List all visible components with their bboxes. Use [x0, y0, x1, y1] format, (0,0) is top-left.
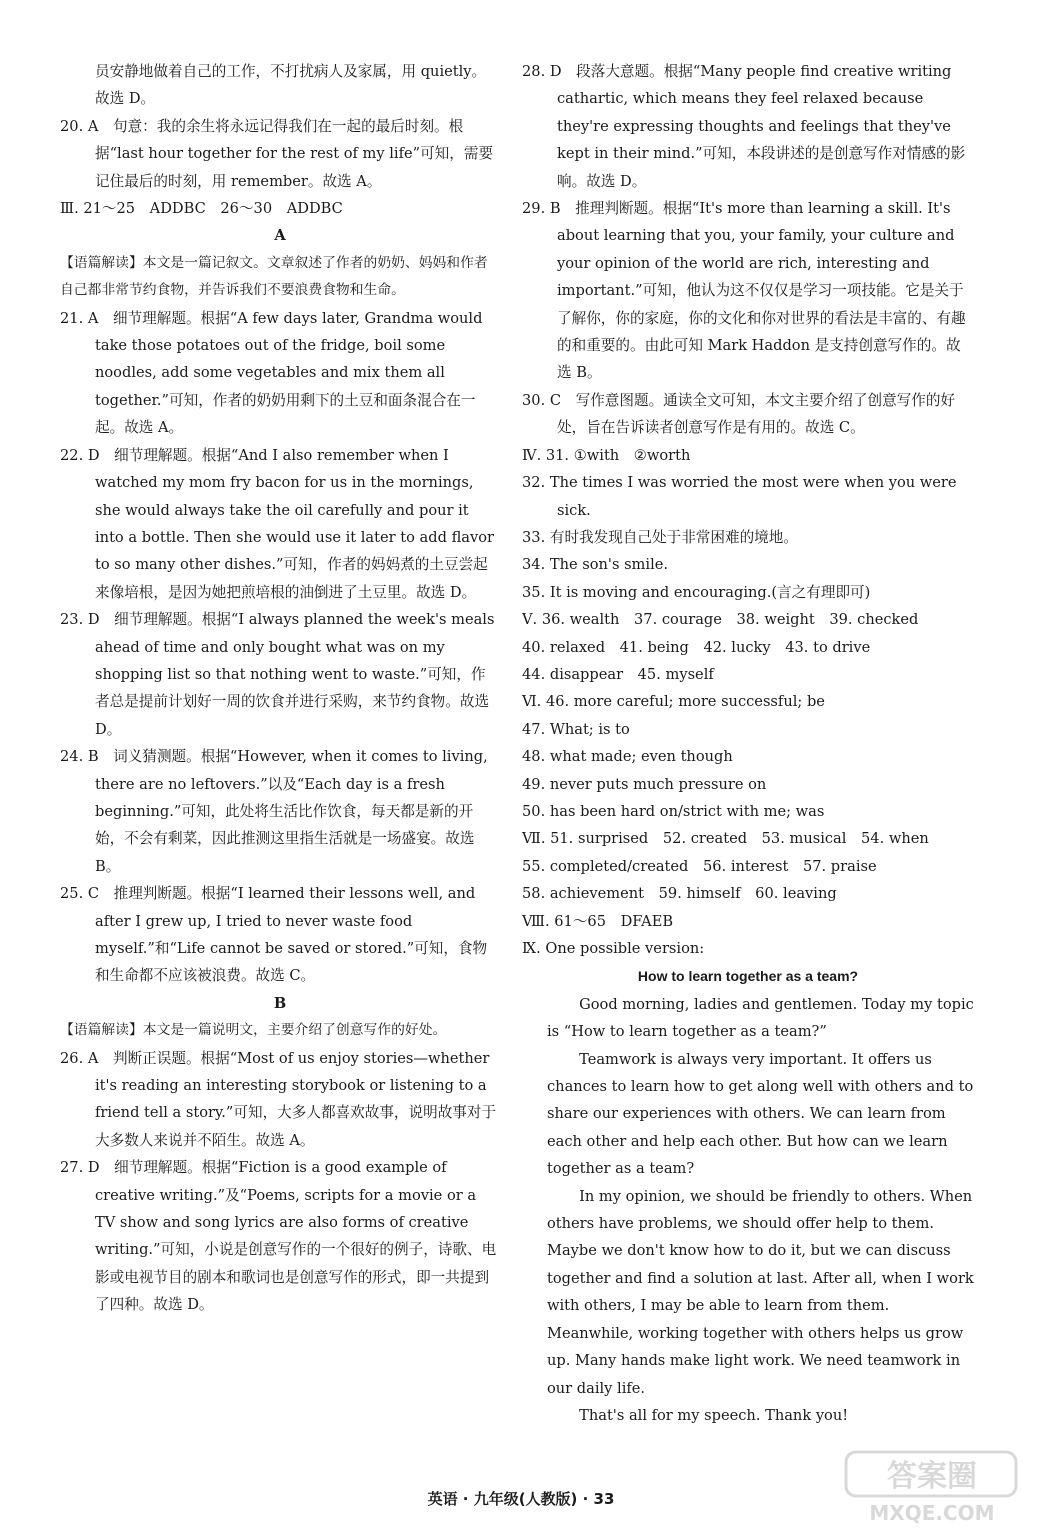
right-paragraph: 30. C 写作意图题。通读全文可知，本文主要介绍了创意写作的好处，旨在告诉读者创意写作是有用的。故选 C。: [522, 391, 956, 437]
left-paragraph: B: [273, 994, 287, 1012]
right-paragraph: 55. completed/created 56. interest 57. praise: [522, 857, 877, 875]
right-paragraph: Teamwork is always very important. It offers us chances to learn how to get along well with others and to share our experiences with others. We can learn from each other and help each other. But how can we learn together as a team?: [547, 1050, 974, 1178]
right-paragraph: 48. what made; even though: [522, 748, 733, 766]
right-paragraph: Ⅸ. One possible version:: [522, 940, 705, 957]
right-paragraph: 58. achievement 59. himself 60. leaving: [522, 885, 837, 903]
right-paragraph: 29. B 推理判断题。根据“It's more than learning a skill. It's about learning that you, your family, your culture and your opinion of the world are rich, interesting and important.”可知，他认为这不仅仅是学习一项技能。它是关于了解你，你的家庭，你的文化和你对世界的看法是丰富的、有趣的和重要的。由此可知 Mark Haddon 是支持创意写作的。故选 B。: [522, 200, 966, 382]
right-paragraph: 50. has been hard on/strict with me; was: [522, 802, 825, 820]
watermark-line1: 答案圈: [887, 1459, 977, 1494]
left-paragraph: 21. A 细节理解题。根据“A few days later, Grandma would take those potatoes out of the fridge, boil some noodles, add some vegetables and mix them all together.”可知，作者的奶奶用剩下的土豆和面条混合在一起。故选 A。: [60, 309, 483, 437]
left-paragraph: A: [274, 227, 286, 245]
left-paragraph: 【语篇解读】本文是一篇说明文，主要介绍了创意写作的好处。: [60, 1022, 447, 1039]
right-paragraph: Good morning, ladies and gentlemen. Today my topic is “How to learn together as a team?”: [547, 995, 974, 1041]
right-paragraph: Ⅶ. 51. surprised 52. created 53. musical 54. when: [522, 830, 929, 848]
right-column: [522, 58, 974, 1429]
left-paragraph: 【语篇解读】本文是一篇记叙文。文章叙述了作者的奶奶、妈妈和作者自己都非常节约食物，并告诉我们不要浪费食物和生命。: [60, 254, 488, 299]
left-paragraph: Ⅲ. 21～25 ADDBC 26～30 ADDBC: [60, 200, 343, 218]
watermark-line2: MXQE.COM: [869, 1501, 995, 1525]
right-paragraph: Ⅳ. 31. ①with ②worth: [522, 446, 691, 464]
left-paragraph: 20. A 句意：我的余生将永远记得我们在一起的最后时刻。根据“last hour together for the rest of my life”可知，需要记住最后的时刻，用 remember。故选 A。: [60, 117, 494, 190]
left-paragraph: 员安静地做着自己的工作，不打扰病人及家属，用 quietly。故选 D。: [95, 63, 487, 108]
left-paragraph: 22. D 细节理解题。根据“And I also remember when I watched my mom fry bacon for us in the mornings, she would always take the oil carefully and pour it into a bottle. Then she would use it later to add flavor to so many other dishes.”可知，作者的妈妈煮的土豆尝起来像培根，是因为她把煎培根的油倒进了土豆里。故选 D。: [60, 446, 495, 601]
right-paragraph: How to learn together as a team?: [637, 968, 859, 985]
right-paragraph: 32. The times I was worried the most were when you were sick.: [522, 474, 957, 519]
left-paragraph: 24. B 词义猜测题。根据“However, when it comes to living, there are no leftovers.”以及“Each day is a fresh beginning.”可知，此处将生活比作饮食，每天都是新的开始，不会有剩菜，因此推测这里指生活就是一场盛宴。故选 B。: [60, 748, 488, 875]
page-footer: 英语 · 九年级(人教版) · 33: [427, 1490, 615, 1508]
right-paragraph: 49. never puts much pressure on: [522, 775, 767, 793]
left-paragraph: 27. D 细节理解题。根据“Fiction is a good example of creative writing.”及“Poems, scripts for a movie or a TV show and song lyrics are also forms of creative writing.”可知，小说是创意写作的一个很好的例子，诗歌、电影或电视节目的剧本和歌词也是创意写作的形式，即一共提到了四种。故选 D。: [60, 1159, 497, 1314]
left-column: [60, 58, 500, 1319]
watermark-logo: [840, 1448, 1030, 1528]
right-paragraph: 28. D 段落大意题。根据“Many people find creative writing cathartic, which means they feel relaxed because they're expressing thoughts and feelings that they've kept in their mind.”可知，本段讲述的是创意写作对情感的影响。故选 D。: [522, 63, 966, 190]
right-paragraph: 40. relaxed 41. being 42. lucky 43. to drive: [522, 638, 871, 656]
right-paragraph: Ⅷ. 61～65 DFAEB: [522, 912, 674, 930]
right-paragraph: 33. 有时我发现自己处于非常困难的境地。: [522, 528, 798, 546]
left-paragraph: 26. A 判断正误题。根据“Most of us enjoy stories—whether it's reading an interesting storybook or listening to a friend tell a story.”可知，大多人都喜欢故事，说明故事对于大多数人来说并不陌生。故选 A。: [60, 1049, 497, 1149]
right-paragraph: 35. It is moving and encouraging.(言之有理即可): [522, 583, 871, 601]
left-paragraph: 23. D 细节理解题。根据“I always planned the week's meals ahead of time and only bought what was on my shopping list so that nothing went to waste.”可知，作者总是提前计划好一周的饮食并进行采购，来节约食物。故选 D。: [60, 611, 495, 738]
right-paragraph: Ⅵ. 46. more careful; more successful; be: [522, 693, 825, 711]
right-paragraph: That's all for my speech. Thank you!: [579, 1406, 849, 1424]
right-paragraph: Ⅴ. 36. wealth 37. courage 38. weight 39. checked: [522, 611, 919, 629]
left-paragraph: 25. C 推理判断题。根据“I learned their lessons well, and after I grew up, I tried to never waste food myself.”和“Life cannot be saved or stored.”可知，食物和生命都不应该被浪费。故选 C。: [60, 885, 488, 985]
right-paragraph: 44. disappear 45. myself: [522, 665, 714, 683]
right-paragraph: In my opinion, we should be friendly to others. When others have problems, we should offer help to them. Maybe we don't know how to do it, but we can discuss together and find a solution at last. After all, when I work with others, I may be able to learn from them. Meanwhile, working together with others helps us grow up. Many hands make light work. We need teamwork in our daily life.: [547, 1187, 974, 1397]
right-paragraph: 47. What; is to: [522, 720, 630, 738]
right-paragraph: 34. The son's smile.: [522, 556, 669, 574]
